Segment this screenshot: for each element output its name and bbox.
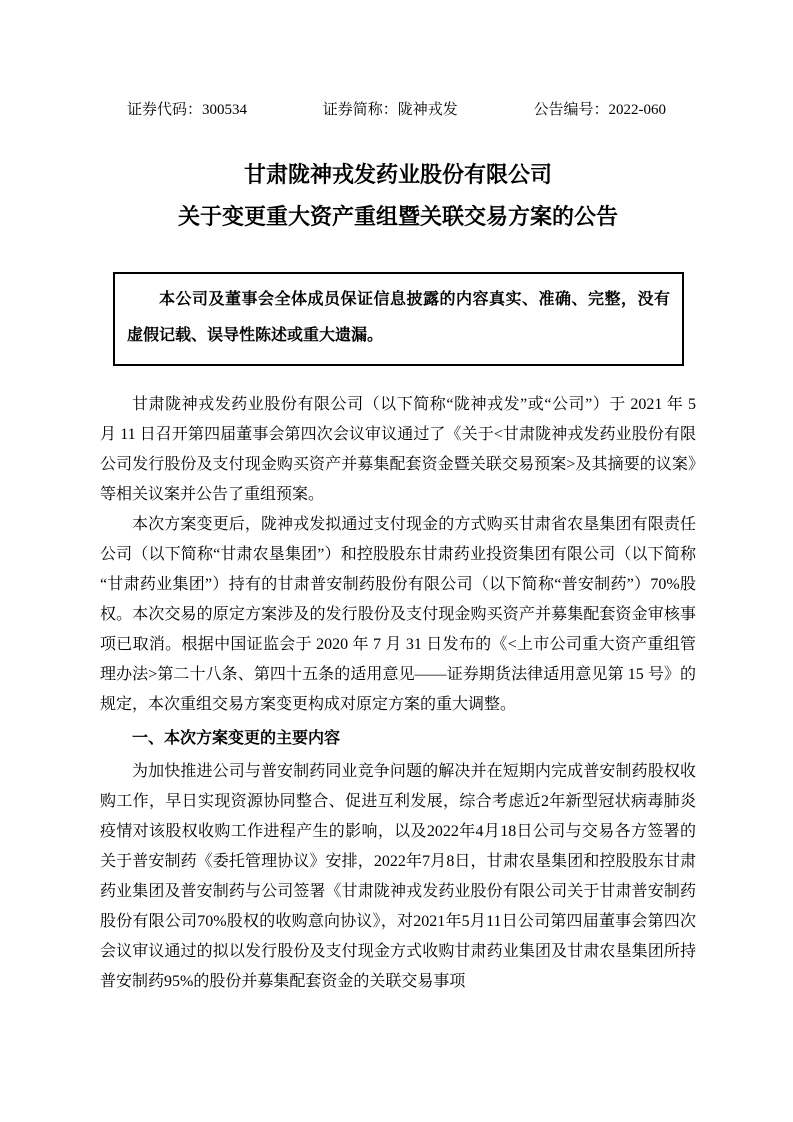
paragraph-1: 甘肃陇神戎发药业股份有限公司（以下简称“陇神戎发”或“公司”）于 2021 年 5 月 11 日召开第四届董事会第四次会议审议通过了《关于<甘肃陇神戎发药业股份有限公司发行股份及支付现金购买资产并募集配套资金暨关联交易预案>及其摘要的议案》等相关议案并公告了重组预案。 <box>100 396 696 503</box>
stock-short-name: 证券简称：陇神戎发 <box>322 102 458 118</box>
section-1-heading: 一、本次方案变更的主要内容 <box>132 730 341 747</box>
paragraph-3: 为加快推进公司与普安制药同业竞争问题的解决并在短期内完成普安制药股权收购工作，早日实现资源协同整合、促进互利发展，综合考虑近2年新型冠状病毒肺炎疫情对该股权收购工作进程产生的影响，以及2022年4月18日公司与交易各方签署的关于普安制药《委托管理协议》安排，2022年7月8日，甘肃农垦集团和控股股东甘肃药业集团及普安制药与公司签署《甘肃陇神戎发药业股份有限公司关于甘肃普安制药股份有限公司70%股权的收购意向协议》，对2021年5月11日公司第四届董事会第四次会议审议通过的拟以发行股份及支付现金方式收购甘肃药业集团及甘肃农垦集团所持普安制药95%的股份并募集配套资金的关联交易事项 <box>100 763 696 990</box>
doc-header <box>127 100 666 120</box>
stock-code: 证券代码：300534 <box>127 102 248 118</box>
disclosure-notice-box <box>113 272 684 366</box>
company-name-title: 甘肃陇神戎发药业股份有限公司 <box>243 162 552 187</box>
disclosure-notice-text: 本公司及董事会全体成员保证信息披露的内容真实、准确、完整，没有虚假记载、误导性陈述或重大遗漏。 <box>127 291 670 344</box>
announcement-number: 公告编号：2022-060 <box>533 102 666 118</box>
paragraph-2: 本次方案变更后，陇神戎发拟通过支付现金的方式购买甘肃省农垦集团有限责任公司（以下简称“甘肃农垦集团”）和控股股东甘肃药业投资集团有限公司（以下简称“甘肃药业集团”）持有的甘肃普安制药股份有限公司（以下简称“普安制药”）70%股权。本次交易的原定方案涉及的发行股份及支付现金购买资产并募集配套资金审核事项已取消。根据中国证监会于 2020 年 7 月 31 日发布的《<上市公司重大资产重组管理办法>第二十八条、第四十五条的适用意见——证券期货法律适用意见第 15 号》的规定，本次重组交易方案变更构成对原定方案的重大调整。 <box>100 516 696 713</box>
announcement-title: 关于变更重大资产重组暨关联交易方案的公告 <box>177 204 618 229</box>
